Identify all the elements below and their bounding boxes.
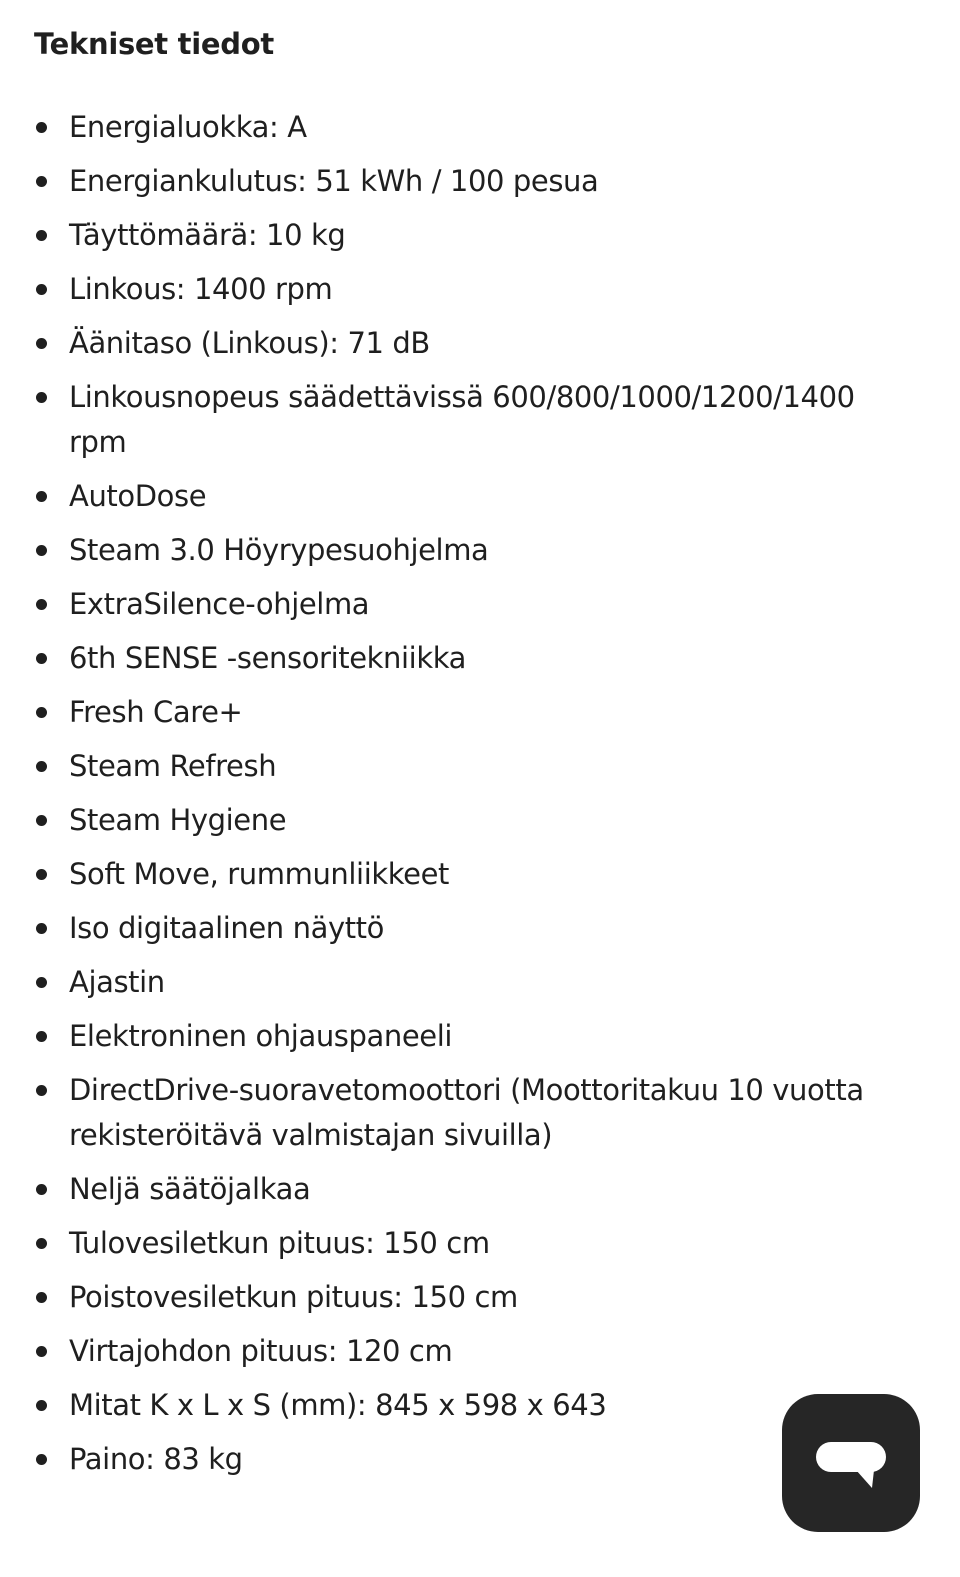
spec-item [0,906,930,951]
spec-text: Neljä säätöjalkaa [69,1172,311,1206]
spec-item [0,528,930,573]
spec-text: Steam 3.0 Höyrypesuohjelma [69,533,489,567]
spec-text: Fresh Care+ [69,695,243,729]
bullet-icon [36,923,47,934]
spec-item [0,321,930,366]
spec-text: Energiankulutus: 51 kWh / 100 pesua [69,164,599,198]
bullet-icon [36,1085,47,1096]
spec-item [0,582,930,627]
spec-text: Iso digitaalinen näyttö [69,911,384,945]
bullet-icon [36,1292,47,1303]
spec-item [0,105,930,150]
bullet-icon [36,1346,47,1357]
spec-item [0,690,930,735]
spec-item [0,1329,930,1374]
spec-text: ExtraSilence-ohjelma [69,587,370,621]
bullet-icon [36,230,47,241]
bullet-icon [36,1238,47,1249]
spec-text: Äänitaso (Linkous): 71 dB [69,326,430,360]
spec-text: Paino: 83 kg [69,1442,243,1476]
spec-item [0,636,930,681]
bullet-icon [36,761,47,772]
bullet-icon [36,392,47,403]
spec-text: AutoDose [69,479,207,513]
spec-text: Poistovesiletkun pituus: 150 cm [69,1280,518,1314]
bullet-icon [36,1400,47,1411]
bullet-icon [36,122,47,133]
spec-text: Steam Refresh [69,749,277,783]
spec-item [0,1014,930,1059]
bullet-icon [36,815,47,826]
section-title: Tekniset tiedot [34,27,274,61]
spec-text: Energialuokka: A [69,110,307,144]
spec-text: 6th SENSE -sensoritekniikka [69,641,466,675]
bullet-icon [36,1031,47,1042]
bullet-icon [36,338,47,349]
spec-item [0,798,930,843]
spec-text: Mitat K x L x S (mm): 845 x 598 x 643 [69,1388,607,1422]
spec-text: Soft Move, rummunliikkeet [69,857,449,891]
chat-bubble-icon [816,1442,886,1490]
bullet-icon [36,1454,47,1465]
spec-text: Steam Hygiene [69,803,287,837]
spec-text: Täyttömäärä: 10 kg [69,218,346,252]
spec-item [0,744,930,789]
spec-item [0,1167,930,1212]
bullet-icon [36,176,47,187]
spec-list [0,105,930,1491]
bullet-icon [36,599,47,610]
bullet-icon [36,977,47,988]
spec-item [0,852,930,897]
bullet-icon [36,284,47,295]
spec-item [0,267,930,312]
spec-item [0,1068,930,1158]
spec-text: Linkous: 1400 rpm [69,272,333,306]
bullet-icon [36,545,47,556]
spec-item [0,1221,930,1266]
spec-item [0,1275,930,1320]
bullet-icon [36,707,47,718]
spec-text: Tulovesiletkun pituus: 150 cm [69,1226,490,1260]
bullet-icon [36,869,47,880]
bullet-icon [36,1184,47,1195]
spec-item [0,960,930,1005]
spec-text: Virtajohdon pituus: 120 cm [69,1334,453,1368]
spec-item [0,375,930,465]
bullet-icon [36,491,47,502]
spec-text: Ajastin [69,965,165,999]
spec-text: Linkousnopeus säädettävissä 600/800/1000/1200/1400 rpm [69,380,855,459]
spec-item [0,213,930,258]
spec-text: Elektroninen ohjauspaneeli [69,1019,453,1053]
chat-launcher-button[interactable] [782,1394,920,1532]
bullet-icon [36,653,47,664]
spec-text: DirectDrive-suoravetomoottori (Moottoritakuu 10 vuotta rekisteröitävä valmistajan sivuilla) [69,1073,864,1152]
spec-item [0,159,930,204]
spec-item [0,474,930,519]
